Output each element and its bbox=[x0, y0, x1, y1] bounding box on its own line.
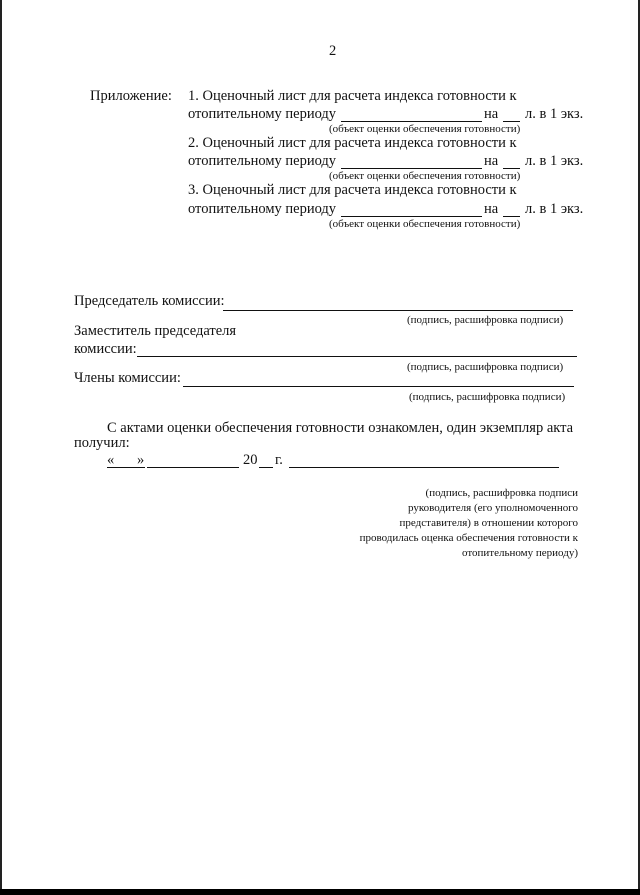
appendix-item-1-note: (объект оценки обеспечения готовности) bbox=[329, 123, 521, 135]
appendix-item-3-line1: 3. Оценочный лист для расчета индекса готовности к bbox=[188, 182, 517, 198]
recipient-caption-line3: представителя) в отношении которого bbox=[399, 517, 578, 529]
appendix-item-3-na: на bbox=[484, 201, 499, 217]
date-open-quote: « bbox=[107, 452, 115, 468]
appendix-item-3-pages-line bbox=[503, 216, 520, 217]
appendix-item-2-copies: л. в 1 экз. bbox=[525, 153, 584, 169]
appendix-item-1-object-line bbox=[341, 121, 482, 122]
appendix-item-1-copies: л. в 1 экз. bbox=[525, 106, 584, 122]
appendix-label: Приложение: bbox=[90, 88, 172, 104]
appendix-item-3-note: (объект оценки обеспечения готовности) bbox=[329, 218, 521, 230]
date-close-quote: » bbox=[137, 452, 145, 468]
appendix-item-2-note: (объект оценки обеспечения готовности) bbox=[329, 170, 521, 182]
deputy-label-line1: Заместитель председателя bbox=[74, 323, 237, 339]
appendix-item-1-line1: 1. Оценочный лист для расчета индекса готовности к bbox=[188, 88, 517, 104]
appendix-item-1-pages-line bbox=[503, 121, 520, 122]
ack-line1: С актами оценки обеспечения готовности ознакомлен, один экземпляр акта bbox=[107, 420, 574, 436]
ack-line2: получил: bbox=[74, 435, 130, 451]
recipient-signature-line bbox=[289, 467, 559, 468]
appendix-item-2-line2: отопительному периоду bbox=[188, 153, 337, 169]
chairman-signature-line bbox=[223, 310, 573, 311]
chairman-label: Председатель комиссии: bbox=[74, 293, 225, 309]
members-signature-line bbox=[183, 386, 574, 387]
recipient-caption-line5: отопительному периоду) bbox=[462, 547, 578, 559]
deputy-signature-caption: (подпись, расшифровка подписи) bbox=[407, 361, 564, 373]
date-month-line bbox=[147, 467, 239, 468]
appendix-item-3-line2: отопительному периоду bbox=[188, 201, 337, 217]
appendix-item-3-object-line bbox=[341, 216, 482, 217]
appendix-item-2-line1: 2. Оценочный лист для расчета индекса готовности к bbox=[188, 135, 517, 151]
date-year-prefix: 20 bbox=[243, 452, 258, 468]
appendix-item-2-object-line bbox=[341, 168, 482, 169]
scan-border-left bbox=[0, 0, 2, 895]
appendix-item-1-na: на bbox=[484, 106, 499, 122]
date-year-suffix: г. bbox=[275, 452, 283, 468]
appendix-item-3-copies: л. в 1 экз. bbox=[525, 201, 584, 217]
recipient-caption-line1: (подпись, расшифровка подписи bbox=[425, 487, 578, 499]
deputy-signature-line bbox=[137, 356, 577, 357]
chairman-signature-caption: (подпись, расшифровка подписи) bbox=[407, 314, 564, 326]
members-label: Члены комиссии: bbox=[74, 370, 181, 386]
date-year-line bbox=[259, 467, 273, 468]
appendix-item-2-na: на bbox=[484, 153, 499, 169]
deputy-label-line2: комиссии: bbox=[74, 341, 137, 357]
appendix-item-2-pages-line bbox=[503, 168, 520, 169]
page-number: 2 bbox=[329, 43, 337, 59]
scan-border-bottom bbox=[0, 889, 640, 895]
recipient-caption-line2: руководителя (его уполномоченного bbox=[408, 502, 578, 514]
members-signature-caption: (подпись, расшифровка подписи) bbox=[409, 391, 566, 403]
recipient-caption-line4: проводилась оценка обеспечения готовности к bbox=[359, 532, 578, 544]
appendix-item-1-line2: отопительному периоду bbox=[188, 106, 337, 122]
